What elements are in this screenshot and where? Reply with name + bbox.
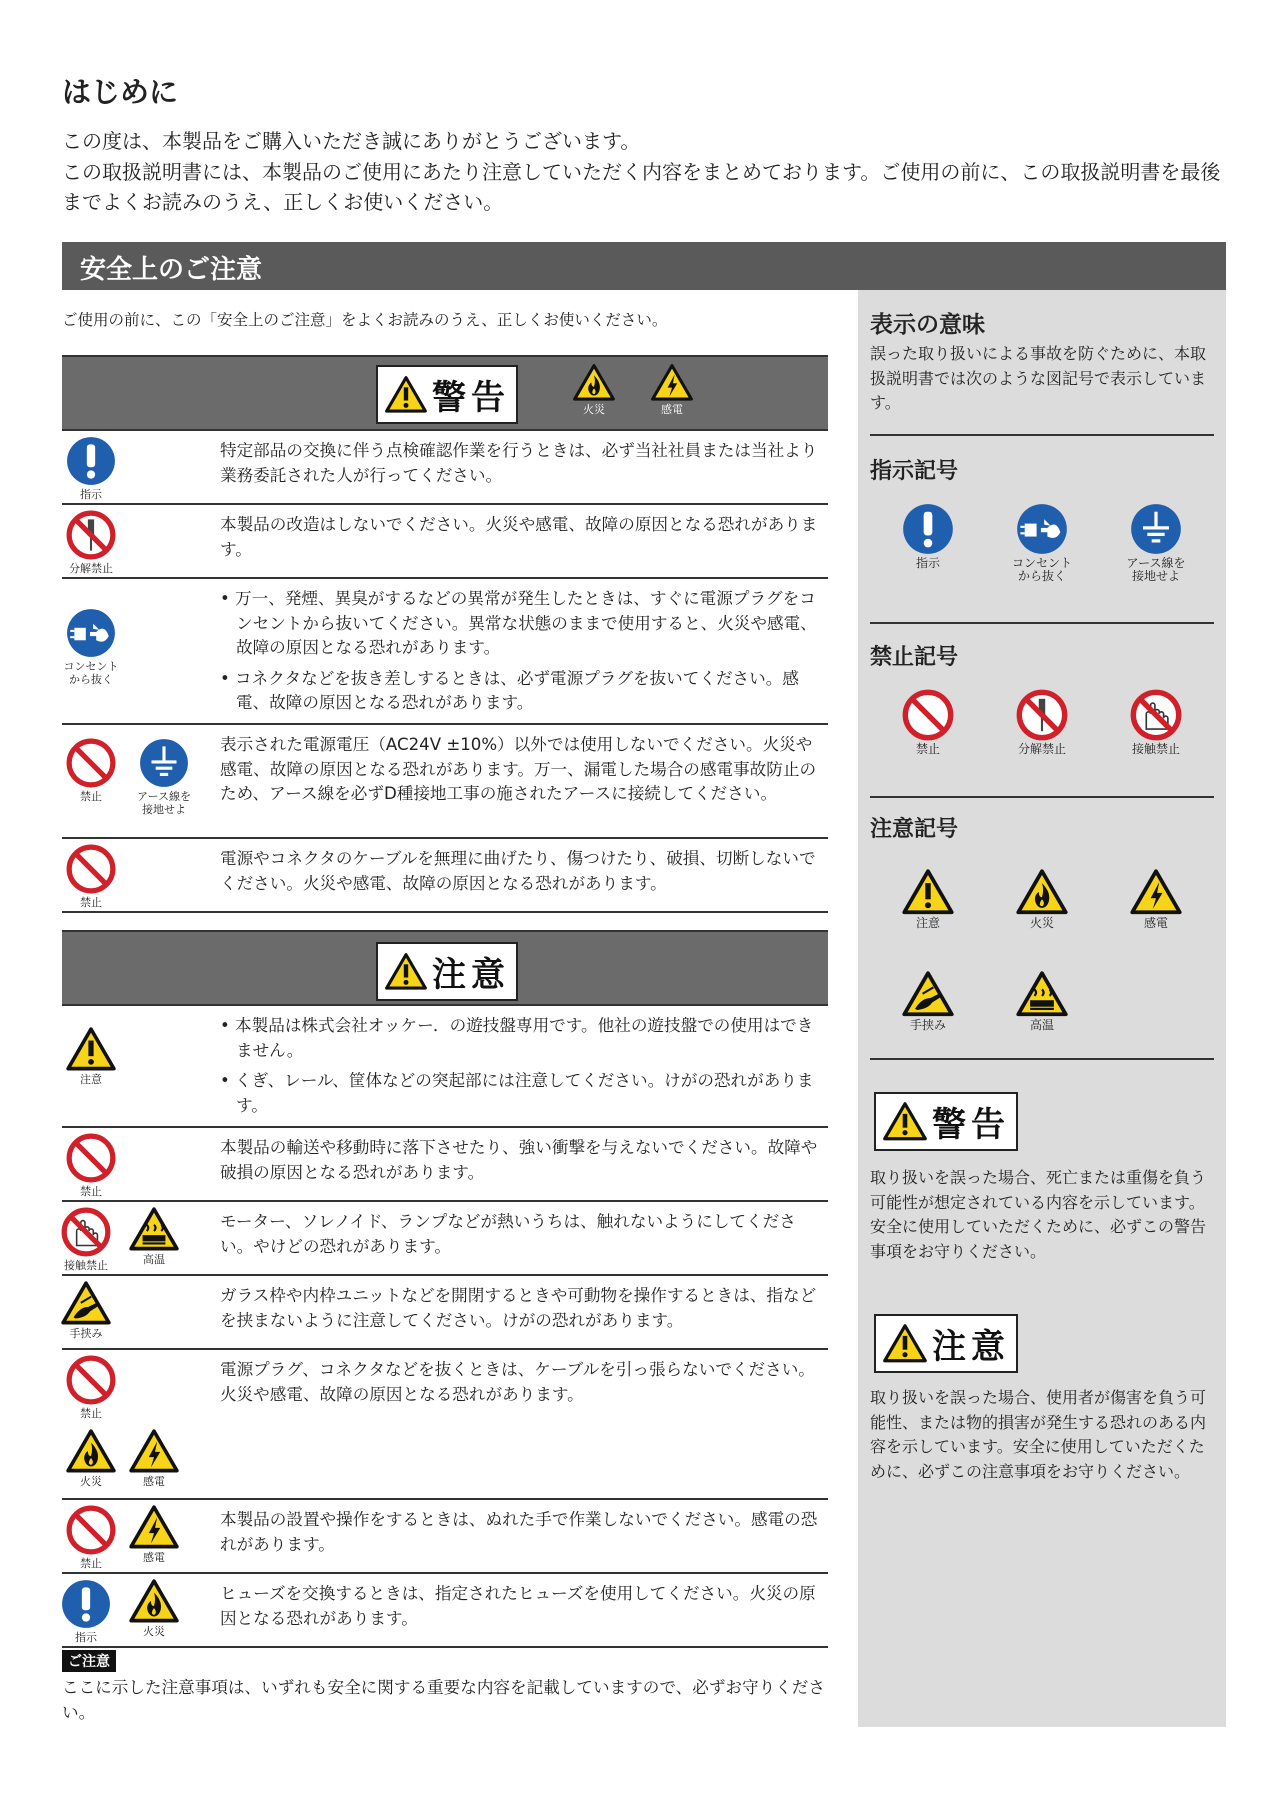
legend-description: 誤った取り扱いによる事故を防ぐために、本取扱説明書では次のような図記号で表示しています。 [870, 344, 1207, 412]
icon-label: 高温 [1029, 1017, 1054, 1032]
no-disassembly-icon [59, 509, 123, 575]
icon-label: 禁止 [80, 1557, 102, 1570]
no-touch-icon [54, 1206, 118, 1272]
icon-label: コンセント から抜く [1011, 556, 1072, 583]
signal-word: 警告 [432, 378, 510, 418]
icon-label: 火災 [80, 1474, 102, 1488]
safety-row [62, 1202, 828, 1276]
bullet-item: • くぎ、レール、筐体などの突起部には注意してください。けがの恐れがあります。 [220, 1071, 814, 1115]
icon-label: 注意 [80, 1072, 102, 1086]
signal-word: 注意 [932, 1327, 1010, 1367]
fire-icon [122, 1578, 186, 1638]
icon-label: 手挟み [69, 1326, 103, 1340]
divider [870, 1058, 1214, 1060]
hot-icon [1010, 970, 1074, 1032]
prohibition-symbols-title: 禁止記号 [870, 645, 959, 670]
instruction-icon [54, 1578, 118, 1644]
icon-label: 注意 [915, 915, 940, 930]
divider [870, 434, 1214, 436]
shock-icon [122, 1428, 186, 1488]
icon-label: 手挟み [909, 1017, 946, 1032]
icon-label: 火災 [143, 1624, 165, 1638]
caution-label-box [874, 1314, 1018, 1373]
unplug-icon [59, 607, 123, 686]
row-text [220, 587, 825, 722]
pinch-icon [896, 970, 960, 1032]
ground-icon [1124, 502, 1188, 583]
prohibited-icon [59, 1504, 123, 1570]
safety-row [62, 1350, 828, 1500]
row-text: 特定部品の交換に伴う点検確認作業を行うときは、必ず当社社員または当社より業務委託された人が行ってください。 [220, 441, 818, 485]
intro-line-2: この取扱説明書には、本製品のご使用にあたり注意していただく内容をまとめております。ご使用の前に、この取扱説明書を最後までよくお読みのうえ、正しくお使いください。 [62, 159, 1221, 214]
safety-row [62, 725, 828, 839]
instruction-icon [59, 435, 123, 501]
safety-row [62, 1500, 828, 1574]
caution-description: 取り扱いを誤った場合、使用者が傷害を負う可能性、または物的損害が発生する恐れのある内容を示しています。安全に使用していただくために、必ずこの注意事項をお守りください。 [870, 1388, 1207, 1481]
fire-icon [562, 363, 626, 416]
warning-label-box [376, 365, 518, 424]
bullet-item: • コネクタなどを抜き差しするときは、必ず電源プラグを抜いてください。感電、故障の原因となる恐れがあります。 [220, 668, 799, 712]
row-text [220, 1014, 825, 1124]
row-text: ガラス枠や内枠ユニットなどを開閉するときや可動物を操作するときは、指などを挟まないように注意してください。けがの恐れがあります。 [220, 1286, 817, 1330]
intro-title: はじめに [62, 75, 179, 109]
prohibited-icon [896, 688, 960, 756]
safety-row [62, 839, 828, 913]
safety-row [62, 431, 828, 505]
icon-label: アース線を 接地せよ [136, 790, 192, 816]
warning-header [62, 355, 828, 431]
icon-label: 指示 [80, 488, 102, 501]
divider [870, 796, 1214, 798]
prohibited-icon [59, 843, 123, 909]
row-text: ヒューズを交換するときは、指定されたヒューズを使用してください。火災の原因となる恐れがあります。 [220, 1584, 816, 1628]
safety-row [62, 1276, 828, 1350]
shock-icon [122, 1504, 186, 1564]
instruction-symbols-title: 指示記号 [870, 459, 959, 484]
icon-label: アース線を 接地せよ [1126, 556, 1186, 583]
row-text: 表示された電源電圧（AC24V ±10%）以外では使用しないでください。火災や感電、故障の原因となる恐れがあります。万一、漏電した場合の感電事故防止のため、アース線を必ずD種接地工事の施されたアースに接続してください。 [220, 735, 817, 803]
caution-icon [896, 868, 960, 930]
icon-label: 火災 [583, 402, 605, 416]
icon-label: 指示 [75, 1631, 97, 1644]
safety-row [62, 1006, 828, 1128]
icon-label: 分解禁止 [69, 562, 113, 575]
shock-icon [640, 363, 704, 416]
row-text: 電源やコネクタのケーブルを無理に曲げたり、傷つけたり、破損、切断しないでください。火災や感電、故障の原因となる恐れがあります。 [220, 849, 816, 893]
icon-label: 禁止 [80, 1185, 102, 1198]
safety-section-title: 安全上のご注意 [62, 242, 1226, 290]
icon-label: 火災 [1029, 915, 1054, 930]
icon-label: 指示 [915, 556, 940, 570]
row-text: モーター、ソレノイド、ランプなどが熱いうちは、触れないようにしてください。やけどの恐れがあります。 [220, 1212, 796, 1256]
intro-text [62, 126, 1222, 218]
legend-title: 表示の意味 [870, 312, 985, 338]
safety-row [62, 505, 828, 579]
warning-description: 取り扱いを誤った場合、死亡または重傷を負う可能性が想定されている内容を示しています。安全に使用していただくために、必ずこの警告事項をお守りください。 [870, 1168, 1207, 1261]
note-badge: ご注意 [62, 1650, 116, 1672]
icon-label: 分解禁止 [1017, 742, 1066, 756]
icon-label: コンセント から抜く [63, 660, 119, 686]
fire-icon [59, 1428, 123, 1488]
icon-label: 高温 [143, 1252, 165, 1266]
icon-label: 禁止 [80, 896, 102, 909]
safety-row [62, 1128, 828, 1202]
hot-icon [122, 1206, 186, 1266]
instruction-icon [896, 502, 960, 570]
bullet-item: • 本製品は株式会社オッケー．の遊技盤専用です。他社の遊技盤での使用はできません。 [220, 1016, 814, 1060]
no-disassembly-icon [1010, 688, 1074, 756]
icon-label: 接触禁止 [1131, 742, 1180, 756]
prohibited-icon [59, 1132, 123, 1198]
row-text: 電源プラグ、コネクタなどを抜くときは、ケーブルを引っ張らないでください。火災や感電、故障の原因となる恐れがあります。 [220, 1360, 815, 1404]
row-text: 本製品の輸送や移動時に落下させたり、強い衝撃を与えないでください。故障や破損の原因となる恐れがあります。 [220, 1138, 818, 1182]
no-touch-icon [1124, 688, 1188, 756]
intro-line-1: この度は、本製品をご購入いただき誠にありがとうございます。 [62, 129, 641, 153]
fire-icon [1010, 868, 1074, 930]
icon-label: 接触禁止 [64, 1259, 108, 1272]
caution-icon [59, 1026, 123, 1086]
icon-label: 感電 [143, 1474, 165, 1488]
pinch-icon [54, 1280, 118, 1340]
icon-label: 感電 [661, 402, 683, 416]
warning-label-box [874, 1092, 1018, 1151]
caution-symbols-title: 注意記号 [870, 817, 959, 842]
signal-word: 注意 [432, 955, 510, 995]
safety-row [62, 1574, 828, 1648]
caution-label-box [376, 942, 518, 1001]
icon-label: 感電 [1143, 915, 1168, 930]
safety-lead-text: ご使用の前に、この「安全上のご注意」をよくお読みのうえ、正しくお使いください。 [62, 311, 668, 329]
icon-label: 感電 [143, 1550, 165, 1564]
unplug-icon [1010, 502, 1074, 583]
bullet-item: • 万一、発煙、異臭がするなどの異常が発生したときは、すぐに電源プラグをコンセントから抜いてください。異常な状態のままで使用すると、火災や感電、故障の原因となる恐れがあります。 [220, 589, 817, 657]
icon-label: 禁止 [80, 1407, 102, 1420]
symbol-legend-sidebar [858, 290, 1226, 1727]
shock-icon [1124, 868, 1188, 930]
ground-icon [132, 737, 196, 816]
note-text: ここに示した注意事項は、いずれも安全に関する重要な内容を記載していますので、必ずお守りください。 [62, 1678, 825, 1722]
icon-label: 禁止 [80, 790, 102, 803]
prohibited-icon [59, 1354, 123, 1420]
row-text: 本製品の改造はしないでください。火災や感電、故障の原因となる恐れがあります。 [220, 515, 818, 559]
signal-word: 警告 [932, 1105, 1010, 1145]
row-text: 本製品の設置や操作をするときは、ぬれた手で作業しないでください。感電の恐れがあります。 [220, 1510, 818, 1554]
divider [870, 622, 1214, 624]
caution-header [62, 930, 828, 1006]
prohibited-icon [59, 737, 123, 803]
safety-row [62, 579, 828, 725]
icon-label: 禁止 [915, 742, 940, 756]
